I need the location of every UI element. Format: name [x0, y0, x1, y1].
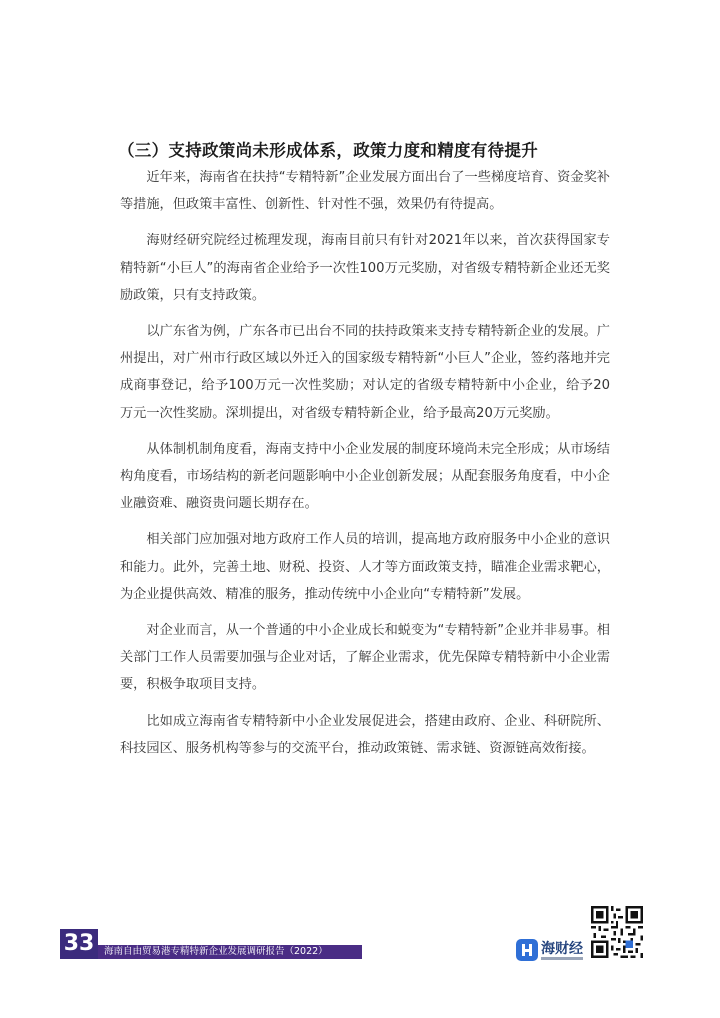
page-number: 33 — [60, 929, 98, 959]
body-text — [120, 164, 610, 771]
logo-text: 海财经 — [541, 941, 583, 957]
report-title-bar: 海南自由贸易港专精特新企业发展调研报告（2022） — [98, 945, 362, 959]
section-heading: （三）支持政策尚未形成体系，政策力度和精度有待提升 — [118, 141, 538, 160]
paragraph: 以广东省为例，广东各市已出台不同的扶持政策来支持专精特新企业的发展。广州提出，对广州市行政区域以外迁入的国家级专精特新“小巨人”企业，签约落地并完成商事登记，给予100万元一次性奖励；对认定的省级专精特新中小企业，给予20万元一次性奖励。深圳提出，对省级专精特新企业，给予最高20万元奖励。 — [120, 324, 610, 421]
qr-code-icon — [591, 906, 643, 958]
paragraph: 比如成立海南省专精特新中小企业发展促进会，搭建由政府、企业、科研院所、科技园区、服务机构等参与的交流平台，推动政策链、需求链、资源链高效衔接。 — [120, 713, 610, 756]
haicaijing-logo — [516, 939, 591, 965]
paragraph: 近年来，海南省在扶持“专精特新”企业发展方面出台了一些梯度培育、资金奖补等措施，但政策丰富性、创新性、针对性不强，效果仍有待提高。 — [120, 170, 610, 213]
paragraph: 对企业而言，从一个普通的中小企业成长和蜕变为“专精特新”企业并非易事。相关部门工作人员需要加强与企业对话，了解企业需求，优先保障专精特新中小企业需要，积极争取项目支持。 — [120, 623, 610, 693]
paragraph: 相关部门应加强对地方政府工作人员的培训，提高地方政府服务中小企业的意识和能力。此外，完善土地、财税、投资、人才等方面政策支持，瞄准企业需求靶心，为企业提供高效、精准的服务，推动传统中小企业向“专精特新”发展。 — [120, 532, 610, 602]
haicaijing-logo-icon — [516, 939, 538, 961]
paragraph: 从体制机制角度看，海南支持中小企业发展的制度环境尚未完全形成；从市场结构角度看，市场结构的新老问题影响中小企业创新发展；从配套服务角度看，中小企业融资难、融资贵问题长期存在。 — [120, 441, 610, 512]
logo-tagline-mark — [541, 957, 583, 960]
paragraph: 海财经研究院经过梳理发现，海南目前只有针对2021年以来，首次获得国家专精特新“小巨人”的海南省企业给予一次性100万元奖励，对省级专精特新企业还无奖励政策，只有支持政策。 — [120, 233, 610, 303]
